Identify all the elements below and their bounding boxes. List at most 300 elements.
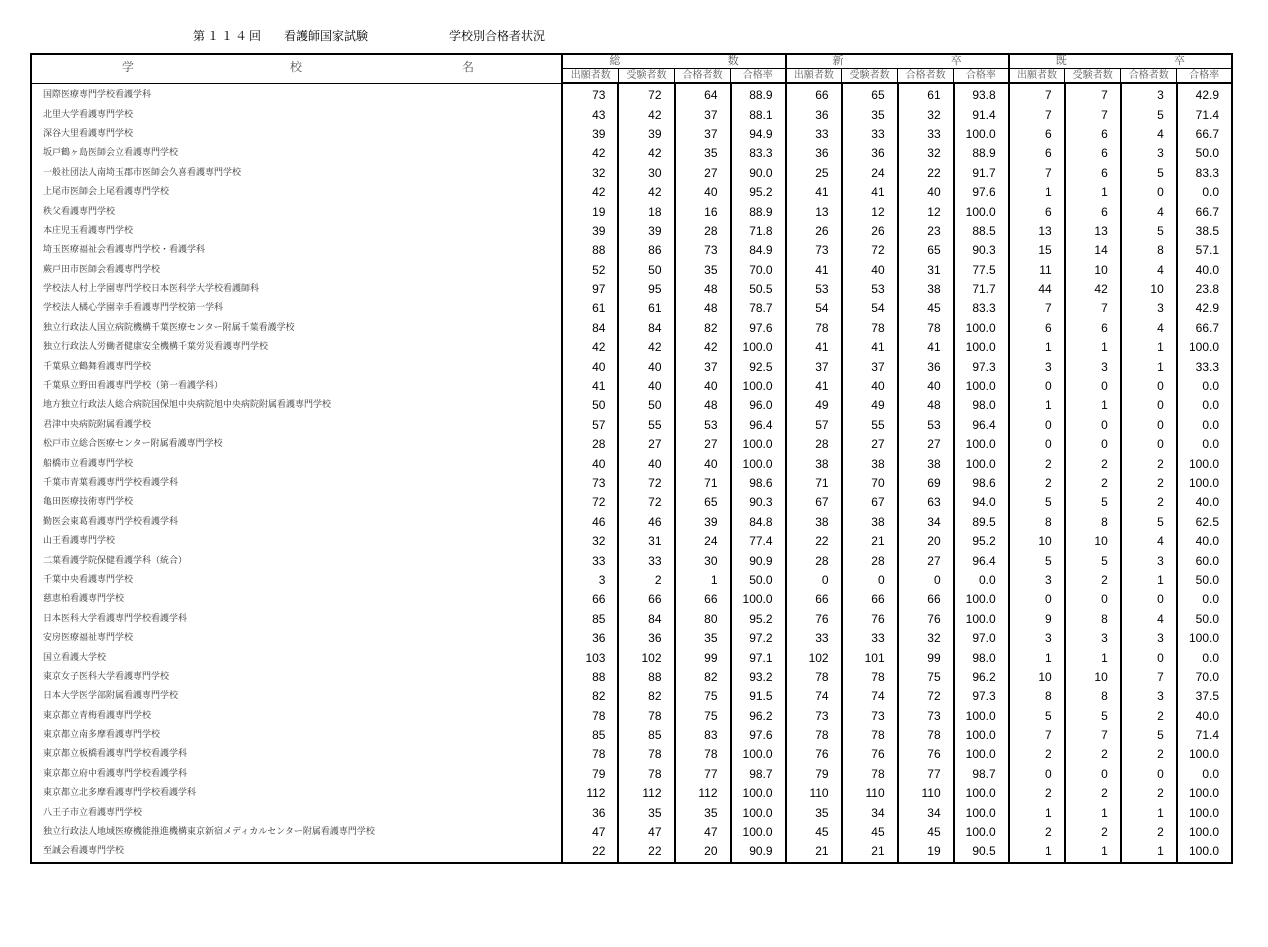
- school-name: 安房医療福祉専門学校: [31, 629, 562, 648]
- school-name: 独立行政法人労働者健康安全機構千葉労災看護専門学校: [31, 338, 562, 357]
- cell-new-graduates-applicants: 73: [786, 241, 842, 260]
- cell-new-graduates-applicants: 37: [786, 357, 842, 376]
- cell-past-graduates-pass-rate: 0.0: [1177, 765, 1232, 784]
- cell-new-graduates-passers: 33: [898, 125, 954, 144]
- cell-new-graduates-pass-rate: 96.4: [954, 551, 1009, 570]
- table-row: [31, 842, 1232, 862]
- cell-new-graduates-examinees: 70: [842, 474, 898, 493]
- cell-new-graduates-pass-rate: 95.2: [954, 532, 1009, 551]
- cell-past-graduates-pass-rate: 40.0: [1177, 261, 1232, 280]
- school-name: 山王看護専門学校: [31, 532, 562, 551]
- cell-past-graduates-pass-rate: 42.9: [1177, 83, 1232, 105]
- cell-new-graduates-passers: 75: [898, 668, 954, 687]
- table-row: [31, 590, 1232, 609]
- table-row: [31, 202, 1232, 221]
- cell-new-graduates-pass-rate: 100.0: [954, 610, 1009, 629]
- cell-total-pass-rate: 100.0: [731, 454, 786, 473]
- cell-new-graduates-applicants: 35: [786, 803, 842, 822]
- cell-new-graduates-examinees: 65: [842, 83, 898, 105]
- cell-total-examinees: 88: [618, 668, 674, 687]
- cell-total-examinees: 46: [618, 513, 674, 532]
- table-row: [31, 532, 1232, 551]
- cell-total-applicants: 52: [562, 261, 618, 280]
- cell-past-graduates-passers: 0: [1121, 435, 1177, 454]
- cell-total-applicants: 112: [562, 784, 618, 803]
- cell-total-applicants: 28: [562, 435, 618, 454]
- cell-new-graduates-examinees: 76: [842, 745, 898, 764]
- cell-new-graduates-examinees: 72: [842, 241, 898, 260]
- cell-total-pass-rate: 93.2: [731, 668, 786, 687]
- cell-new-graduates-applicants: 21: [786, 842, 842, 862]
- school-name: 埼玉医療福祉会看護専門学校・看護学科: [31, 241, 562, 260]
- cell-new-graduates-passers: 76: [898, 745, 954, 764]
- cell-past-graduates-applicants: 1: [1009, 183, 1065, 202]
- cell-total-passers: 80: [675, 610, 731, 629]
- cell-new-graduates-examinees: 38: [842, 454, 898, 473]
- cell-new-graduates-pass-rate: 100.0: [954, 377, 1009, 396]
- cell-new-graduates-pass-rate: 71.7: [954, 280, 1009, 299]
- table-row: [31, 551, 1232, 570]
- cell-past-graduates-pass-rate: 50.0: [1177, 610, 1232, 629]
- cell-new-graduates-passers: 45: [898, 823, 954, 842]
- cell-total-examinees: 35: [618, 803, 674, 822]
- table-row: [31, 726, 1232, 745]
- cell-past-graduates-applicants: 0: [1009, 590, 1065, 609]
- cell-new-graduates-applicants: 25: [786, 164, 842, 183]
- cell-past-graduates-pass-rate: 42.9: [1177, 299, 1232, 318]
- cell-new-graduates-pass-rate: 88.9: [954, 144, 1009, 163]
- cell-total-examinees: 95: [618, 280, 674, 299]
- cell-new-graduates-pass-rate: 91.7: [954, 164, 1009, 183]
- cell-new-graduates-examinees: 21: [842, 842, 898, 862]
- cell-new-graduates-examinees: 26: [842, 222, 898, 241]
- cell-past-graduates-passers: 7: [1121, 668, 1177, 687]
- cell-total-passers: 39: [675, 513, 731, 532]
- cell-new-graduates-pass-rate: 100.0: [954, 745, 1009, 764]
- cell-total-examinees: 39: [618, 222, 674, 241]
- school-name: 慈恵柏看護専門学校: [31, 590, 562, 609]
- cell-total-pass-rate: 100.0: [731, 338, 786, 357]
- cell-new-graduates-examinees: 55: [842, 416, 898, 435]
- cell-new-graduates-passers: 19: [898, 842, 954, 862]
- cell-past-graduates-pass-rate: 100.0: [1177, 629, 1232, 648]
- cell-new-graduates-examinees: 49: [842, 396, 898, 415]
- cell-total-applicants: 33: [562, 551, 618, 570]
- cell-total-passers: 27: [675, 435, 731, 454]
- cell-total-passers: 83: [675, 726, 731, 745]
- cell-past-graduates-examinees: 7: [1065, 83, 1121, 105]
- column-header-past-graduates-examinees: 受験者数: [1065, 69, 1121, 84]
- cell-new-graduates-pass-rate: 90.5: [954, 842, 1009, 862]
- cell-total-pass-rate: 50.0: [731, 571, 786, 590]
- cell-past-graduates-passers: 0: [1121, 396, 1177, 415]
- cell-total-applicants: 41: [562, 377, 618, 396]
- cell-past-graduates-pass-rate: 100.0: [1177, 823, 1232, 842]
- cell-new-graduates-passers: 76: [898, 610, 954, 629]
- school-name: 千葉市青葉看護専門学校看護学科: [31, 474, 562, 493]
- cell-new-graduates-passers: 34: [898, 513, 954, 532]
- cell-total-examinees: 50: [618, 261, 674, 280]
- school-name: 上尾市医師会上尾看護専門学校: [31, 183, 562, 202]
- cell-total-pass-rate: 97.1: [731, 648, 786, 667]
- cell-total-pass-rate: 77.4: [731, 532, 786, 551]
- cell-new-graduates-examinees: 21: [842, 532, 898, 551]
- cell-new-graduates-examinees: 35: [842, 105, 898, 124]
- table-row: [31, 571, 1232, 590]
- cell-past-graduates-examinees: 2: [1065, 571, 1121, 590]
- cell-total-passers: 77: [675, 765, 731, 784]
- cell-total-pass-rate: 100.0: [731, 745, 786, 764]
- cell-total-passers: 24: [675, 532, 731, 551]
- cell-past-graduates-applicants: 15: [1009, 241, 1065, 260]
- cell-past-graduates-passers: 4: [1121, 532, 1177, 551]
- table-row: [31, 125, 1232, 144]
- cell-new-graduates-applicants: 78: [786, 319, 842, 338]
- cell-new-graduates-passers: 27: [898, 551, 954, 570]
- cell-total-passers: 48: [675, 280, 731, 299]
- cell-new-graduates-applicants: 76: [786, 610, 842, 629]
- cell-total-passers: 48: [675, 299, 731, 318]
- cell-past-graduates-passers: 5: [1121, 222, 1177, 241]
- cell-total-applicants: 84: [562, 319, 618, 338]
- cell-total-passers: 37: [675, 125, 731, 144]
- cell-past-graduates-examinees: 13: [1065, 222, 1121, 241]
- table-row: [31, 784, 1232, 803]
- cell-past-graduates-pass-rate: 100.0: [1177, 803, 1232, 822]
- cell-past-graduates-passers: 0: [1121, 416, 1177, 435]
- cell-past-graduates-applicants: 3: [1009, 629, 1065, 648]
- cell-new-graduates-pass-rate: 83.3: [954, 299, 1009, 318]
- table-row: [31, 513, 1232, 532]
- table-row: [31, 493, 1232, 512]
- cell-total-examinees: 55: [618, 416, 674, 435]
- group-header-total: [562, 54, 785, 69]
- cell-new-graduates-examinees: 34: [842, 803, 898, 822]
- cell-past-graduates-applicants: 9: [1009, 610, 1065, 629]
- cell-new-graduates-examinees: 53: [842, 280, 898, 299]
- cell-new-graduates-passers: 45: [898, 299, 954, 318]
- school-name: 亀田医療技術専門学校: [31, 493, 562, 512]
- cell-total-applicants: 61: [562, 299, 618, 318]
- cell-new-graduates-passers: 78: [898, 319, 954, 338]
- school-name: 独立行政法人地域医療機能推進機構東京新宿メディカルセンター附属看護専門学校: [31, 823, 562, 842]
- cell-new-graduates-applicants: 26: [786, 222, 842, 241]
- cell-new-graduates-applicants: 22: [786, 532, 842, 551]
- cell-past-graduates-pass-rate: 40.0: [1177, 707, 1232, 726]
- cell-total-examinees: 2: [618, 571, 674, 590]
- cell-past-graduates-applicants: 10: [1009, 532, 1065, 551]
- cell-total-passers: 30: [675, 551, 731, 570]
- cell-total-pass-rate: 90.3: [731, 493, 786, 512]
- table-row: [31, 280, 1232, 299]
- cell-past-graduates-examinees: 0: [1065, 590, 1121, 609]
- cell-total-examinees: 85: [618, 726, 674, 745]
- cell-new-graduates-pass-rate: 97.6: [954, 183, 1009, 202]
- cell-new-graduates-pass-rate: 100.0: [954, 784, 1009, 803]
- cell-past-graduates-pass-rate: 0.0: [1177, 590, 1232, 609]
- cell-past-graduates-examinees: 0: [1065, 416, 1121, 435]
- cell-past-graduates-examinees: 10: [1065, 261, 1121, 280]
- cell-past-graduates-pass-rate: 38.5: [1177, 222, 1232, 241]
- cell-past-graduates-applicants: 2: [1009, 474, 1065, 493]
- cell-past-graduates-passers: 0: [1121, 183, 1177, 202]
- cell-past-graduates-examinees: 7: [1065, 726, 1121, 745]
- cell-past-graduates-passers: 10: [1121, 280, 1177, 299]
- school-name: 深谷大里看護専門学校: [31, 125, 562, 144]
- cell-new-graduates-passers: 32: [898, 629, 954, 648]
- cell-new-graduates-applicants: 73: [786, 707, 842, 726]
- cell-past-graduates-applicants: 13: [1009, 222, 1065, 241]
- cell-new-graduates-passers: 22: [898, 164, 954, 183]
- cell-past-graduates-applicants: 2: [1009, 823, 1065, 842]
- cell-total-applicants: 19: [562, 202, 618, 221]
- school-name: 東京都立板橋看護専門学校看護学科: [31, 745, 562, 764]
- school-name: 船橋市立看護専門学校: [31, 454, 562, 473]
- cell-past-graduates-examinees: 1: [1065, 396, 1121, 415]
- school-name: 東京都立北多摩看護専門学校看護学科: [31, 784, 562, 803]
- group-label-left: 既: [1055, 54, 1067, 67]
- cell-new-graduates-passers: 32: [898, 144, 954, 163]
- cell-past-graduates-pass-rate: 50.0: [1177, 144, 1232, 163]
- cell-past-graduates-examinees: 6: [1065, 164, 1121, 183]
- cell-new-graduates-applicants: 67: [786, 493, 842, 512]
- cell-new-graduates-examinees: 41: [842, 183, 898, 202]
- cell-total-examinees: 40: [618, 454, 674, 473]
- header-char: 学: [122, 60, 135, 74]
- cell-past-graduates-pass-rate: 57.1: [1177, 241, 1232, 260]
- cell-past-graduates-passers: 5: [1121, 164, 1177, 183]
- cell-total-applicants: 79: [562, 765, 618, 784]
- cell-total-passers: 35: [675, 261, 731, 280]
- table-row: [31, 745, 1232, 764]
- cell-total-examinees: 47: [618, 823, 674, 842]
- cell-total-pass-rate: 97.6: [731, 726, 786, 745]
- school-name: 北里大学看護専門学校: [31, 105, 562, 124]
- cell-new-graduates-pass-rate: 97.3: [954, 357, 1009, 376]
- cell-past-graduates-applicants: 7: [1009, 164, 1065, 183]
- school-name: 学校法人橘心学園幸手看護専門学校第一学科: [31, 299, 562, 318]
- cell-past-graduates-passers: 4: [1121, 610, 1177, 629]
- cell-past-graduates-passers: 3: [1121, 83, 1177, 105]
- cell-total-pass-rate: 100.0: [731, 823, 786, 842]
- cell-new-graduates-applicants: 54: [786, 299, 842, 318]
- cell-new-graduates-applicants: 57: [786, 416, 842, 435]
- cell-new-graduates-applicants: 78: [786, 726, 842, 745]
- cell-new-graduates-applicants: 33: [786, 125, 842, 144]
- cell-new-graduates-examinees: 101: [842, 648, 898, 667]
- cell-new-graduates-passers: 27: [898, 435, 954, 454]
- column-header-past-graduates-passers: 合格者数: [1121, 69, 1177, 84]
- cell-past-graduates-passers: 3: [1121, 551, 1177, 570]
- cell-new-graduates-pass-rate: 100.0: [954, 590, 1009, 609]
- cell-new-graduates-passers: 32: [898, 105, 954, 124]
- school-name: 千葉県立野田看護専門学校（第一看護学科）: [31, 377, 562, 396]
- cell-past-graduates-passers: 4: [1121, 319, 1177, 338]
- cell-total-pass-rate: 98.6: [731, 474, 786, 493]
- cell-total-passers: 99: [675, 648, 731, 667]
- cell-past-graduates-passers: 3: [1121, 299, 1177, 318]
- cell-total-applicants: 39: [562, 125, 618, 144]
- table-row: [31, 319, 1232, 338]
- cell-past-graduates-examinees: 3: [1065, 629, 1121, 648]
- cell-new-graduates-applicants: 0: [786, 571, 842, 590]
- cell-past-graduates-applicants: 6: [1009, 144, 1065, 163]
- cell-new-graduates-pass-rate: 100.0: [954, 803, 1009, 822]
- cell-new-graduates-applicants: 76: [786, 745, 842, 764]
- cell-past-graduates-passers: 2: [1121, 784, 1177, 803]
- cell-past-graduates-pass-rate: 66.7: [1177, 125, 1232, 144]
- cell-total-passers: 71: [675, 474, 731, 493]
- cell-new-graduates-examinees: 40: [842, 261, 898, 280]
- document-subtitle: 学校別合格者状況: [449, 29, 546, 43]
- cell-total-pass-rate: 88.9: [731, 202, 786, 221]
- table-row: [31, 454, 1232, 473]
- cell-past-graduates-examinees: 6: [1065, 202, 1121, 221]
- cell-new-graduates-passers: 66: [898, 590, 954, 609]
- cell-total-passers: 75: [675, 707, 731, 726]
- cell-total-pass-rate: 96.2: [731, 707, 786, 726]
- table-row: [31, 299, 1232, 318]
- cell-total-pass-rate: 88.1: [731, 105, 786, 124]
- cell-new-graduates-examinees: 67: [842, 493, 898, 512]
- cell-total-examinees: 27: [618, 435, 674, 454]
- cell-total-examinees: 84: [618, 610, 674, 629]
- school-name: 国際医療専門学校看護学科: [31, 83, 562, 105]
- cell-new-graduates-pass-rate: 96.2: [954, 668, 1009, 687]
- cell-past-graduates-passers: 2: [1121, 493, 1177, 512]
- cell-past-graduates-passers: 1: [1121, 357, 1177, 376]
- cell-total-pass-rate: 95.2: [731, 610, 786, 629]
- cell-new-graduates-pass-rate: 100.0: [954, 125, 1009, 144]
- cell-new-graduates-examinees: 74: [842, 687, 898, 706]
- cell-total-examinees: 42: [618, 144, 674, 163]
- cell-past-graduates-applicants: 0: [1009, 377, 1065, 396]
- cell-new-graduates-pass-rate: 0.0: [954, 571, 1009, 590]
- cell-total-pass-rate: 100.0: [731, 784, 786, 803]
- cell-total-examinees: 42: [618, 105, 674, 124]
- table-row: [31, 687, 1232, 706]
- school-name: 千葉中央看護専門学校: [31, 571, 562, 590]
- cell-past-graduates-examinees: 8: [1065, 610, 1121, 629]
- cell-total-examinees: 82: [618, 687, 674, 706]
- cell-new-graduates-passers: 65: [898, 241, 954, 260]
- cell-total-pass-rate: 95.2: [731, 183, 786, 202]
- cell-past-graduates-applicants: 44: [1009, 280, 1065, 299]
- cell-past-graduates-passers: 5: [1121, 726, 1177, 745]
- cell-new-graduates-passers: 36: [898, 357, 954, 376]
- table-row: [31, 396, 1232, 415]
- school-name: 国立看護大学校: [31, 648, 562, 667]
- cell-past-graduates-applicants: 0: [1009, 416, 1065, 435]
- cell-total-pass-rate: 84.8: [731, 513, 786, 532]
- cell-past-graduates-pass-rate: 0.0: [1177, 377, 1232, 396]
- cell-past-graduates-applicants: 7: [1009, 299, 1065, 318]
- cell-total-examinees: 78: [618, 707, 674, 726]
- cell-past-graduates-applicants: 2: [1009, 784, 1065, 803]
- cell-total-passers: 78: [675, 745, 731, 764]
- cell-total-examinees: 86: [618, 241, 674, 260]
- column-header-past-graduates-applicants: 出願者数: [1009, 69, 1065, 84]
- school-name: 二葉看護学院保健看護学科（統合）: [31, 551, 562, 570]
- cell-total-applicants: 3: [562, 571, 618, 590]
- cell-new-graduates-applicants: 66: [786, 590, 842, 609]
- exam-round: 第１１４回: [193, 29, 264, 43]
- cell-past-graduates-passers: 0: [1121, 590, 1177, 609]
- cell-past-graduates-passers: 0: [1121, 765, 1177, 784]
- cell-total-pass-rate: 78.7: [731, 299, 786, 318]
- table-row: [31, 668, 1232, 687]
- school-name: 蕨戸田市医師会看護専門学校: [31, 261, 562, 280]
- cell-new-graduates-passers: 0: [898, 571, 954, 590]
- cell-total-pass-rate: 94.9: [731, 125, 786, 144]
- cell-past-graduates-pass-rate: 0.0: [1177, 396, 1232, 415]
- cell-past-graduates-passers: 2: [1121, 454, 1177, 473]
- cell-new-graduates-applicants: 110: [786, 784, 842, 803]
- cell-new-graduates-examinees: 28: [842, 551, 898, 570]
- cell-past-graduates-pass-rate: 40.0: [1177, 493, 1232, 512]
- cell-new-graduates-pass-rate: 98.0: [954, 648, 1009, 667]
- cell-past-graduates-passers: 2: [1121, 745, 1177, 764]
- table-row: [31, 357, 1232, 376]
- cell-new-graduates-pass-rate: 98.7: [954, 765, 1009, 784]
- cell-new-graduates-examinees: 12: [842, 202, 898, 221]
- cell-past-graduates-examinees: 5: [1065, 707, 1121, 726]
- cell-past-graduates-examinees: 1: [1065, 803, 1121, 822]
- cell-new-graduates-applicants: 79: [786, 765, 842, 784]
- cell-new-graduates-applicants: 66: [786, 83, 842, 105]
- cell-past-graduates-pass-rate: 100.0: [1177, 338, 1232, 357]
- cell-past-graduates-applicants: 11: [1009, 261, 1065, 280]
- cell-total-applicants: 32: [562, 164, 618, 183]
- cell-total-pass-rate: 90.9: [731, 551, 786, 570]
- cell-past-graduates-passers: 4: [1121, 261, 1177, 280]
- column-header-new-graduates-pass-rate: 合格率: [954, 69, 1009, 84]
- cell-past-graduates-examinees: 1: [1065, 338, 1121, 357]
- cell-past-graduates-pass-rate: 0.0: [1177, 435, 1232, 454]
- column-header-total-examinees: 受験者数: [618, 69, 674, 84]
- cell-past-graduates-passers: 3: [1121, 629, 1177, 648]
- cell-past-graduates-passers: 8: [1121, 241, 1177, 260]
- cell-total-examinees: 39: [618, 125, 674, 144]
- cell-new-graduates-examinees: 76: [842, 610, 898, 629]
- cell-new-graduates-examinees: 36: [842, 144, 898, 163]
- school-name: 学校法人村上学園専門学校日本医科学大学校看護師科: [31, 280, 562, 299]
- cell-past-graduates-pass-rate: 71.4: [1177, 726, 1232, 745]
- cell-total-applicants: 42: [562, 338, 618, 357]
- cell-total-examinees: 40: [618, 357, 674, 376]
- cell-total-passers: 53: [675, 416, 731, 435]
- cell-past-graduates-pass-rate: 37.5: [1177, 687, 1232, 706]
- cell-total-pass-rate: 84.9: [731, 241, 786, 260]
- cell-total-pass-rate: 88.9: [731, 83, 786, 105]
- cell-total-examinees: 30: [618, 164, 674, 183]
- group-label-left: 総: [609, 54, 621, 67]
- cell-past-graduates-passers: 1: [1121, 571, 1177, 590]
- cell-total-applicants: 42: [562, 183, 618, 202]
- cell-past-graduates-passers: 1: [1121, 338, 1177, 357]
- cell-total-applicants: 40: [562, 357, 618, 376]
- cell-past-graduates-applicants: 0: [1009, 765, 1065, 784]
- cell-new-graduates-pass-rate: 93.8: [954, 83, 1009, 105]
- column-header-total-applicants: 出願者数: [562, 69, 618, 84]
- cell-past-graduates-examinees: 1: [1065, 648, 1121, 667]
- cell-new-graduates-pass-rate: 98.0: [954, 396, 1009, 415]
- cell-new-graduates-pass-rate: 100.0: [954, 707, 1009, 726]
- cell-past-graduates-examinees: 2: [1065, 823, 1121, 842]
- table-row: [31, 474, 1232, 493]
- cell-new-graduates-applicants: 78: [786, 668, 842, 687]
- cell-new-graduates-applicants: 38: [786, 513, 842, 532]
